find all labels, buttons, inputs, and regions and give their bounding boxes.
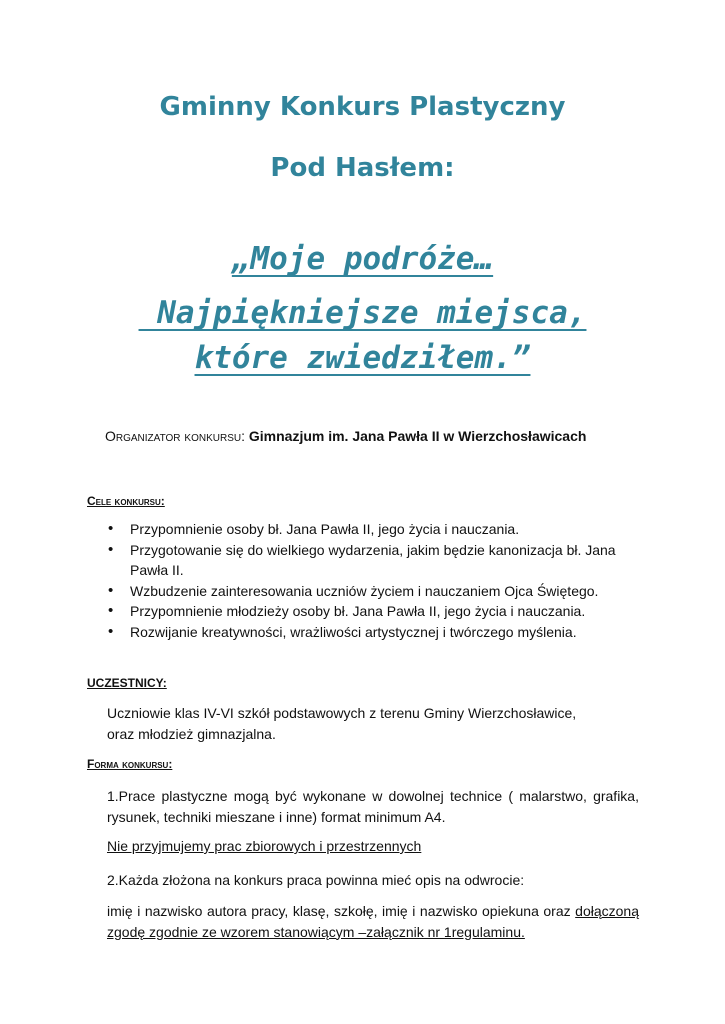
motto-line-3: które zwiedziłem.” [194, 340, 531, 376]
goals-heading: Cele konkursu: [87, 494, 165, 508]
list-item: • Przygotowanie się do wielkiego wydarzenia, jakim będzie kanonizacja bł. Jana Pawła II. [108, 540, 648, 581]
page-subtitle: Pod Hasłem: [270, 153, 455, 183]
goals-list [108, 519, 648, 642]
motto-line-2: Najpiękniejsze miejsca, [138, 295, 587, 331]
page-title: Gminny Konkurs Plastyczny [159, 92, 566, 122]
list-item: • Przypomnienie osoby bł. Jana Pawła II, jego życia i nauczania. [108, 519, 648, 540]
no-group-works-note: Nie przyjmujemy prac zbiorowych i przestrzennych [107, 838, 422, 854]
description-underlined: dołączoną zgodę zgodnie ze wzorem stanowiącym –załącznik nr 1regulaminu. [107, 903, 639, 940]
description-plain: imię i nazwisko autora pracy, klasę, szkołę, imię i nazwisko opiekuna oraz [107, 903, 576, 919]
participants-line-1: Uczniowie klas IV-VI szkół podstawowych z terenu Gminy Wierzchosławice, [107, 705, 577, 721]
motto-line-1: „Moje podróże… [231, 241, 494, 277]
organizer-label: Organizator konkursu [105, 428, 242, 444]
description-requirements [107, 901, 639, 942]
organizer-line [105, 428, 586, 444]
participants-text [107, 703, 639, 744]
list-item: • Wzbudzenie zainteresowania uczniów życiem i nauczaniem Ojca Świętego. [108, 581, 648, 602]
organizer-separator: : [241, 428, 249, 444]
form-point-2: 2.Każda złożona na konkurs praca powinna mieć opis na odwrocie: [107, 872, 525, 888]
organizer-name: Gimnazjum im. Jana Pawła II w Wierzchosławicach [248, 428, 587, 444]
form-point-1: 1.Prace plastyczne mogą być wykonane w dowolnej technice ( malarstwo, grafika, rysunek, techniki mieszane i inne) format minimum A4. [107, 788, 639, 825]
list-item: • Rozwijanie kreatywności, wrażliwości artystycznej i twórczego myślenia. [108, 622, 648, 643]
form-heading: Forma konkursu: [87, 757, 173, 771]
participants-heading: UCZESTNICY: [87, 676, 167, 690]
participants-line-2: oraz młodzież gimnazjalna. [107, 725, 276, 742]
list-item: • Przypomnienie młodzieży osoby bł. Jana Pawła II, jego życia i nauczania. [108, 601, 648, 622]
